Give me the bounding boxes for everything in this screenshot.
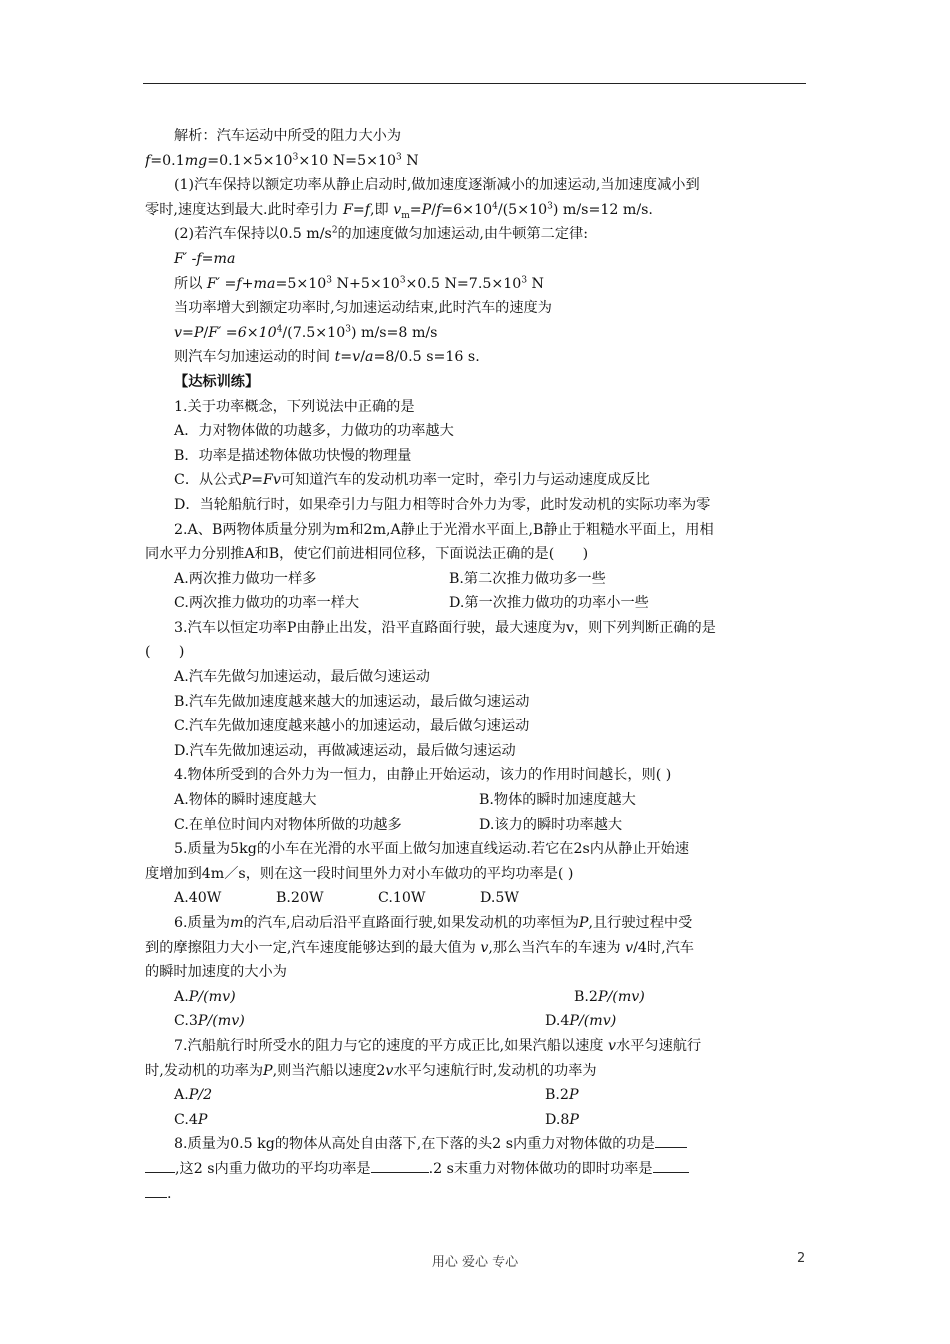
q6-stem-line1: 6.质量为m的汽车,启动后沿平直路面行驶,如果发动机的功率恒为P,且行驶过程中受: [174, 915, 693, 931]
q8-stem-line3: .: [145, 1182, 807, 1207]
q6-option-a: A.P/(mv): [174, 988, 236, 1005]
solution-intro: 解析：汽车运动中所受的阻力大小为: [174, 128, 402, 144]
q7-options-row1: [145, 1083, 807, 1108]
q2-option-b: B.第二次推力做功多一些: [449, 570, 606, 587]
q4-option-b: B.物体的瞬时加速度越大: [479, 792, 636, 809]
velocity-equation: $v=P/F' =6\times 10^4/(7.5\times 10^3)$ m/s=8 m/s: [174, 324, 438, 341]
q7-options-row2: [145, 1108, 807, 1133]
q1-option-d: D．当轮船航行时，如果牵引力与阻力相等时合外力为零，此时发动机的实际功率为零: [174, 496, 711, 513]
q3-option-a: A.汽车先做匀加速运动，最后做匀速运动: [174, 669, 430, 686]
part1-line2: 零时,速度达到最大.此时牵引力 F=f,即 $v_m=P/f=6\times 10^4/(5\times 10^3)$ m/s=12 m/s.: [145, 201, 653, 221]
q3-option-c: C.汽车先做加速度越来越小的加速运动，最后做匀速运动: [174, 718, 530, 735]
newton-equation: F′ -f=ma: [174, 250, 236, 267]
q2-options-row2: [145, 591, 807, 616]
page-number: 2: [797, 1251, 806, 1266]
q5-options: [145, 886, 807, 911]
time-equation: 则汽车匀加速运动的时间 t=v/a=8/0.5 s=16 s.: [174, 349, 480, 366]
q6-option-d: D.4P/(mv): [545, 1013, 617, 1030]
q6-option-b: B.2P/(mv): [574, 988, 645, 1005]
q7-option-a: A.P/2: [174, 1087, 213, 1104]
q2-option-d: D.第一次推力做功的功率小一些: [449, 595, 649, 612]
q2-options-row1: [145, 567, 807, 592]
q4-options-row1: [145, 788, 807, 813]
force-equation: 所以 $F' =f+ma=5\times 10^3$ $N+5\times 10^3\times 0.5$ $N=7.5\times 10^3$ N: [174, 274, 544, 292]
q5-stem-line2: 度增加到4m／s，则在这一段时间里外力对小车做功的平均功率是( ): [145, 865, 574, 882]
q8-stem-line1: 8.质量为0.5 kg的物体从高处自由落下,在下落的头2 s内重力对物体做的功是: [145, 1132, 807, 1157]
q5-stem-line1: 5.质量为5kg的小车在光滑的水平面上做匀加速直线运动.若它在2s内从静止开始速: [174, 841, 690, 858]
q3-stem-line2: ( ): [145, 644, 185, 661]
q4-stem: 4.物体所受到的合外力为一恒力，由静止开始运动，该力的作用时间越长，则( ): [174, 767, 672, 784]
friction-equation: $f=0.1mg=0.1\times 5\times 10^3\times 10$ $N=5\times 10^3$ N: [145, 151, 419, 169]
q2-option-a: A.两次推力做功一样多: [174, 570, 317, 587]
q6-stem-line3: 的瞬时加速度的大小为: [145, 964, 287, 981]
q5-option-b: B.20W: [276, 890, 324, 907]
q6-stem-line2: 到的摩擦阻力大小一定,汽车速度能够达到的最大值为 v,那么当汽车的车速为 v/4时,汽车: [145, 939, 694, 956]
q8-stem-line2: ,这2 s内重力做功的平均功率是 .2 s末重力对物体做功的即时功率是: [145, 1157, 807, 1182]
q4-option-d: D.该力的瞬时功率越大: [479, 816, 623, 833]
q3-option-d: D.汽车先做加速运动，再做减速运动，最后做匀速运动: [174, 742, 516, 759]
q7-stem-line2: 时,发动机的功率为P,则当汽船以速度2v水平匀速航行时,发动机的功率为: [145, 1062, 597, 1079]
q8-blank-3a[interactable]: [653, 1157, 689, 1173]
q5-option-c: C.10W: [378, 890, 426, 907]
q4-option-a: A.物体的瞬时速度越大: [174, 792, 317, 809]
q4-options-row2: [145, 813, 807, 838]
q3-stem-line1: 3.汽车以恒定功率P由静止出发，沿平直路面行驶，最大速度为v，则下列判断正确的是: [174, 619, 716, 636]
q8-blank-2[interactable]: [371, 1157, 429, 1173]
q5-option-d: D.5W: [480, 890, 519, 907]
power-limit-line: 当功率增大到额定功率时,匀加速运动结束,此时汽车的速度为: [174, 300, 552, 317]
q7-option-d: D.8P: [545, 1111, 579, 1128]
q6-options-row1: [145, 985, 807, 1010]
q5-option-a: A.40W: [174, 890, 222, 907]
q1-option-a: A．力对物体做的功越多，力做功的功率越大: [174, 423, 454, 440]
part1-line1: (1)汽车保持以额定功率从静止启动时,做加速度逐渐减小的加速运动,当加速度减小到: [174, 177, 700, 194]
q7-stem-line1: 7.汽船航行时所受水的阻力与它的速度的平方成正比,如果汽船以速度 v水平匀速航行: [174, 1037, 702, 1054]
q2-stem-line1: 2.A、B两物体质量分别为m和2m,A静止于光滑水平面上,B静止于粗糙水平面上，用相: [174, 521, 714, 538]
q8-blank-1a[interactable]: [655, 1132, 687, 1148]
q1-stem: 1.关于功率概念，下列说法中正确的是: [174, 398, 415, 415]
header-rule: [143, 83, 806, 84]
q1-option-c: C．从公式P=Fv可知道汽车的发动机功率一定时，牵引力与运动速度成反比: [174, 472, 650, 489]
q1-option-b: B．功率是描述物体做功快慢的物理量: [174, 447, 412, 464]
q3-option-b: B.汽车先做加速度越来越大的加速运动，最后做匀速运动: [174, 693, 530, 710]
document-body: [145, 124, 807, 1206]
q6-option-c: C.3P/(mv): [174, 1013, 245, 1030]
q2-stem-line2: 同水平力分别推A和B，使它们前进相同位移，下面说法正确的是( ): [145, 546, 589, 563]
q2-option-c: C.两次推力做功的功率一样大: [174, 595, 360, 612]
q8-blank-3b[interactable]: [145, 1182, 167, 1198]
q4-option-c: C.在单位时间内对物体所做的功越多: [174, 816, 402, 833]
q7-option-c: C.4P: [174, 1111, 208, 1128]
page-footer: 用心 爱心 专心: [431, 1255, 519, 1270]
q8-blank-1b[interactable]: [145, 1157, 175, 1173]
part2-line1: (2)若汽车保持以0.5 $m/s^2$的加速度做匀加速运动,由牛顿第二定律:: [174, 225, 589, 243]
q6-options-row2: [145, 1009, 807, 1034]
section-title: 【达标训练】: [174, 373, 260, 390]
q7-option-b: B.2P: [545, 1087, 579, 1104]
